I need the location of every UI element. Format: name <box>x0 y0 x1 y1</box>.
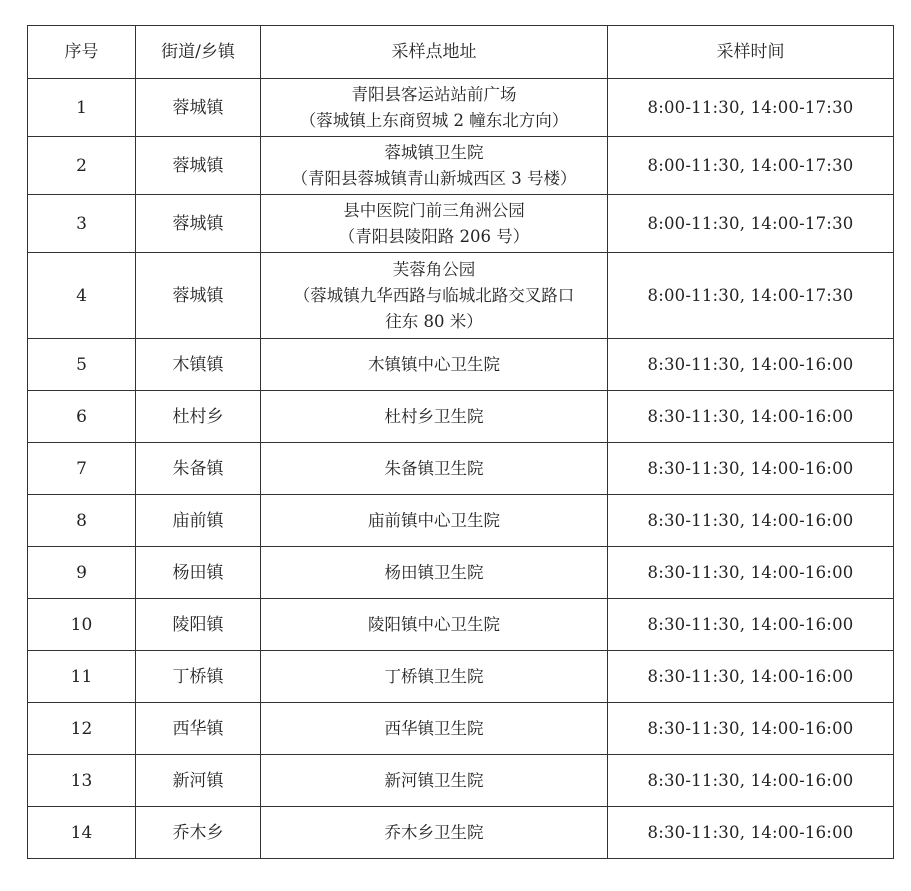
cell-address: 西华镇卫生院 <box>261 703 608 755</box>
cell-town: 丁桥镇 <box>136 651 261 703</box>
table-row <box>28 755 894 807</box>
cell-address: 朱备镇卫生院 <box>261 443 608 495</box>
cell-time: 8:30-11:30, 14:00-16:00 <box>608 755 894 807</box>
cell-town: 西华镇 <box>136 703 261 755</box>
table-row <box>28 495 894 547</box>
cell-town: 乔木乡 <box>136 807 261 859</box>
cell-time: 8:00-11:30, 14:00-17:30 <box>608 195 894 253</box>
table-row <box>28 807 894 859</box>
address-line: （蓉城镇上东商贸城 2 幢东北方向） <box>299 110 569 130</box>
header-town: 街道/乡镇 <box>136 26 261 79</box>
cell-town: 蓉城镇 <box>136 253 261 339</box>
cell-time: 8:30-11:30, 14:00-16:00 <box>608 443 894 495</box>
cell-address <box>261 79 608 137</box>
cell-address <box>261 137 608 195</box>
cell-time: 8:30-11:30, 14:00-16:00 <box>608 807 894 859</box>
cell-time: 8:30-11:30, 14:00-16:00 <box>608 391 894 443</box>
cell-time: 8:30-11:30, 14:00-16:00 <box>608 599 894 651</box>
cell-no: 13 <box>28 755 136 807</box>
cell-town: 蓉城镇 <box>136 195 261 253</box>
header-address: 采样点地址 <box>261 26 608 79</box>
table-row <box>28 137 894 195</box>
cell-address <box>261 195 608 253</box>
cell-time: 8:00-11:30, 14:00-17:30 <box>608 79 894 137</box>
cell-address: 丁桥镇卫生院 <box>261 651 608 703</box>
cell-no: 2 <box>28 137 136 195</box>
cell-time: 8:30-11:30, 14:00-16:00 <box>608 547 894 599</box>
cell-no: 8 <box>28 495 136 547</box>
table-row <box>28 703 894 755</box>
cell-time: 8:30-11:30, 14:00-16:00 <box>608 339 894 391</box>
table-row <box>28 547 894 599</box>
cell-town: 蓉城镇 <box>136 137 261 195</box>
cell-time: 8:30-11:30, 14:00-16:00 <box>608 651 894 703</box>
cell-address: 杨田镇卫生院 <box>261 547 608 599</box>
cell-no: 10 <box>28 599 136 651</box>
cell-address <box>261 253 608 339</box>
cell-address: 乔木乡卫生院 <box>261 807 608 859</box>
cell-time: 8:00-11:30, 14:00-17:30 <box>608 253 894 339</box>
cell-no: 12 <box>28 703 136 755</box>
address-line: 青阳县客运站站前广场 <box>351 84 517 104</box>
cell-time: 8:30-11:30, 14:00-16:00 <box>608 703 894 755</box>
cell-town: 木镇镇 <box>136 339 261 391</box>
cell-no: 6 <box>28 391 136 443</box>
address-line: （青阳县陵阳路 206 号） <box>338 226 530 246</box>
cell-no: 5 <box>28 339 136 391</box>
cell-town: 杜村乡 <box>136 391 261 443</box>
table-row <box>28 339 894 391</box>
cell-address: 杜村乡卫生院 <box>261 391 608 443</box>
cell-town: 陵阳镇 <box>136 599 261 651</box>
cell-address: 木镇镇中心卫生院 <box>261 339 608 391</box>
cell-no: 7 <box>28 443 136 495</box>
address-line: 县中医院门前三角洲公园 <box>343 200 525 220</box>
table-header-row <box>28 26 894 79</box>
header-no: 序号 <box>28 26 136 79</box>
table-row <box>28 253 894 339</box>
cell-no: 3 <box>28 195 136 253</box>
cell-town: 朱备镇 <box>136 443 261 495</box>
cell-town: 蓉城镇 <box>136 79 261 137</box>
cell-address: 新河镇卫生院 <box>261 755 608 807</box>
cell-town: 庙前镇 <box>136 495 261 547</box>
table-row <box>28 391 894 443</box>
sampling-sites-table <box>27 25 894 859</box>
address-line: 蓉城镇卫生院 <box>384 142 484 162</box>
address-line: 芙蓉角公园 <box>392 259 476 279</box>
cell-town: 新河镇 <box>136 755 261 807</box>
table-row <box>28 195 894 253</box>
cell-no: 1 <box>28 79 136 137</box>
address-line: 往东 80 米） <box>385 311 483 331</box>
table-row <box>28 443 894 495</box>
cell-time: 8:00-11:30, 14:00-17:30 <box>608 137 894 195</box>
address-line: （青阳县蓉城镇青山新城西区 3 号楼） <box>291 168 577 188</box>
header-time: 采样时间 <box>608 26 894 79</box>
table-row <box>28 79 894 137</box>
cell-address: 庙前镇中心卫生院 <box>261 495 608 547</box>
cell-no: 11 <box>28 651 136 703</box>
table-row <box>28 599 894 651</box>
cell-no: 4 <box>28 253 136 339</box>
cell-no: 9 <box>28 547 136 599</box>
table-row <box>28 651 894 703</box>
address-line: （蓉城镇九华西路与临城北路交叉路口 <box>293 285 575 305</box>
cell-address: 陵阳镇中心卫生院 <box>261 599 608 651</box>
cell-time: 8:30-11:30, 14:00-16:00 <box>608 495 894 547</box>
cell-town: 杨田镇 <box>136 547 261 599</box>
cell-no: 14 <box>28 807 136 859</box>
